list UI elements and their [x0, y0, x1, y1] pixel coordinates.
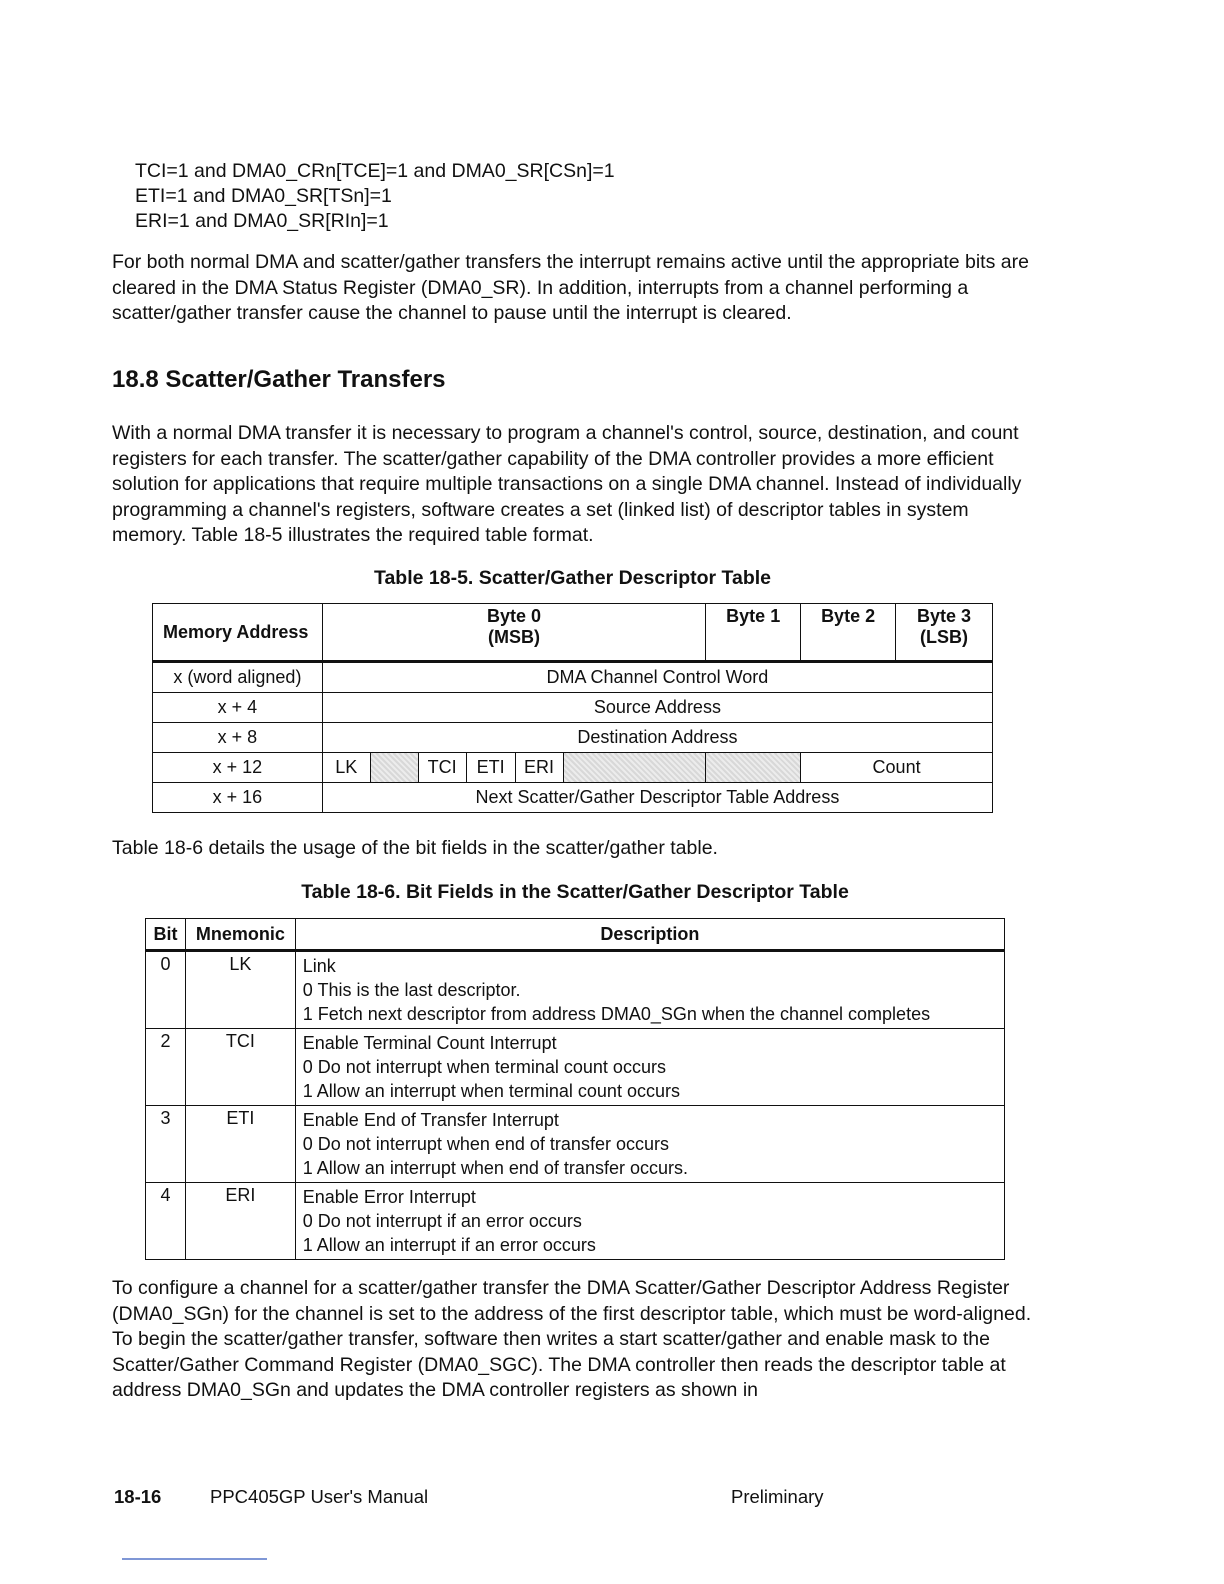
row-address: x + 8	[153, 723, 323, 753]
cell-bit: 4	[146, 1183, 186, 1260]
field-eri: ERI	[515, 753, 563, 783]
row-address: x (word aligned)	[153, 662, 323, 693]
row-address: x + 4	[153, 693, 323, 723]
paragraph-bitfields: Table 18-6 details the usage of the bit fields in the scatter/gather table.	[112, 837, 718, 859]
page-number: 18-16	[114, 1486, 162, 1507]
col-byte0: Byte 0 (MSB)	[322, 604, 705, 662]
field-lk: LK	[322, 753, 370, 783]
description-line: 1 Allow an interrupt when terminal count occurs	[302, 1081, 680, 1101]
bit-fields-table	[145, 918, 1005, 1260]
table-row	[153, 723, 993, 753]
table-row	[146, 1183, 1005, 1260]
table-row	[153, 662, 993, 693]
table-row	[153, 693, 993, 723]
col-bit: Bit	[146, 919, 186, 951]
preliminary-label: Preliminary	[731, 1486, 824, 1507]
descriptor-table	[152, 603, 993, 813]
paragraph-configure: To configure a channel for a scatter/gather transfer the DMA Scatter/Gather Descriptor Address Register (DMA0_SGn) for the channel is set to the address of the first descriptor table, which must be word-aligned. To begin the scatter/gather transfer, software then writes a start scatter/gather and enable mask to the Scatter/Gather Command Register (DMA0_SGC). The DMA controller then reads the descriptor table at address DMA0_SGn and updates the DMA controller registers as shown in	[112, 1277, 1032, 1401]
field-tci: TCI	[418, 753, 466, 783]
row-content: Next Scatter/Gather Descriptor Table Address	[322, 783, 992, 813]
table-18-5-caption: Table 18-5. Scatter/Gather Descriptor Table	[374, 567, 771, 589]
cell-description	[295, 1183, 1004, 1260]
description-line: Enable Terminal Count Interrupt	[302, 1033, 557, 1053]
description-line: 0 Do not interrupt if an error occurs	[302, 1211, 582, 1231]
section-heading: 18.8 Scatter/Gather Transfers	[112, 366, 446, 393]
col-description: Description	[295, 919, 1004, 951]
col-byte3: Byte 3 (LSB)	[896, 604, 993, 662]
cell-description	[295, 951, 1004, 1029]
table-row	[153, 753, 993, 783]
description-line: Enable Error Interrupt	[302, 1187, 476, 1207]
table-row	[146, 1106, 1005, 1183]
field-eti: ETI	[466, 753, 515, 783]
col-byte2: Byte 2	[801, 604, 896, 662]
cell-mnemonic: LK	[185, 951, 295, 1029]
cell-mnemonic: ETI	[185, 1106, 295, 1183]
reserved-field	[563, 753, 706, 783]
table-row	[146, 951, 1005, 1029]
description-line: 1 Fetch next descriptor from address DMA0_SGn when the channel completes	[302, 1004, 931, 1024]
cell-mnemonic: ERI	[185, 1183, 295, 1260]
description-line: 0 This is the last descriptor.	[302, 980, 521, 1000]
paragraph-intro: With a normal DMA transfer it is necessary to program a channel's control, source, destination, and count registers for each transfer. The scatter/gather capability of the DMA controller provides a more efficient solution for applications that require multiple transactions on a single DMA channel. Instead of individually programming a channel's registers, software creates a set (linked list) of descriptor tables in system memory. Table 18-5 illustrates the required table format.	[112, 422, 1022, 546]
cell-mnemonic: TCI	[185, 1029, 295, 1106]
scan-mark	[122, 1558, 267, 1560]
table-row	[146, 1029, 1005, 1106]
description-line: 0 Do not interrupt when terminal count occurs	[302, 1057, 666, 1077]
table-18-6-caption: Table 18-6. Bit Fields in the Scatter/Gather Descriptor Table	[301, 881, 849, 903]
condition-eti: ETI=1 and DMA0_SR[TSn]=1	[135, 185, 392, 207]
description-line: 1 Allow an interrupt when end of transfer occurs.	[302, 1158, 688, 1178]
row-content: DMA Channel Control Word	[322, 662, 992, 693]
description-line: 1 Allow an interrupt if an error occurs	[302, 1235, 596, 1255]
cell-bit: 3	[146, 1106, 186, 1183]
col-mnemonic: Mnemonic	[185, 919, 295, 951]
condition-eri: ERI=1 and DMA0_SR[RIn]=1	[135, 210, 389, 232]
cell-bit: 0	[146, 951, 186, 1029]
reserved-field	[370, 753, 418, 783]
row-address: x + 16	[153, 783, 323, 813]
field-count: Count	[801, 753, 993, 783]
description-line: Enable End of Transfer Interrupt	[302, 1110, 559, 1130]
manual-title: PPC405GP User's Manual	[210, 1486, 429, 1507]
cell-description	[295, 1029, 1004, 1106]
col-memory-address: Memory Address	[153, 604, 323, 662]
row-content: Destination Address	[322, 723, 992, 753]
cell-description	[295, 1106, 1004, 1183]
col-byte1: Byte 1	[706, 604, 801, 662]
row-content: Source Address	[322, 693, 992, 723]
description-line: 0 Do not interrupt when end of transfer occurs	[302, 1134, 669, 1154]
cell-bit: 2	[146, 1029, 186, 1106]
row-address: x + 12	[153, 753, 323, 783]
paragraph-interrupts: For both normal DMA and scatter/gather transfers the interrupt remains active until the appropriate bits are cleared in the DMA Status Register (DMA0_SR). In addition, interrupts from a channel performing a scatter/gather transfer cause the channel to pause until the interrupt is cleared.	[112, 251, 1029, 324]
description-line: Link	[302, 956, 336, 976]
table-row	[153, 783, 993, 813]
reserved-field	[706, 753, 801, 783]
condition-tci: TCI=1 and DMA0_CRn[TCE]=1 and DMA0_SR[CSn]=1	[135, 160, 615, 182]
